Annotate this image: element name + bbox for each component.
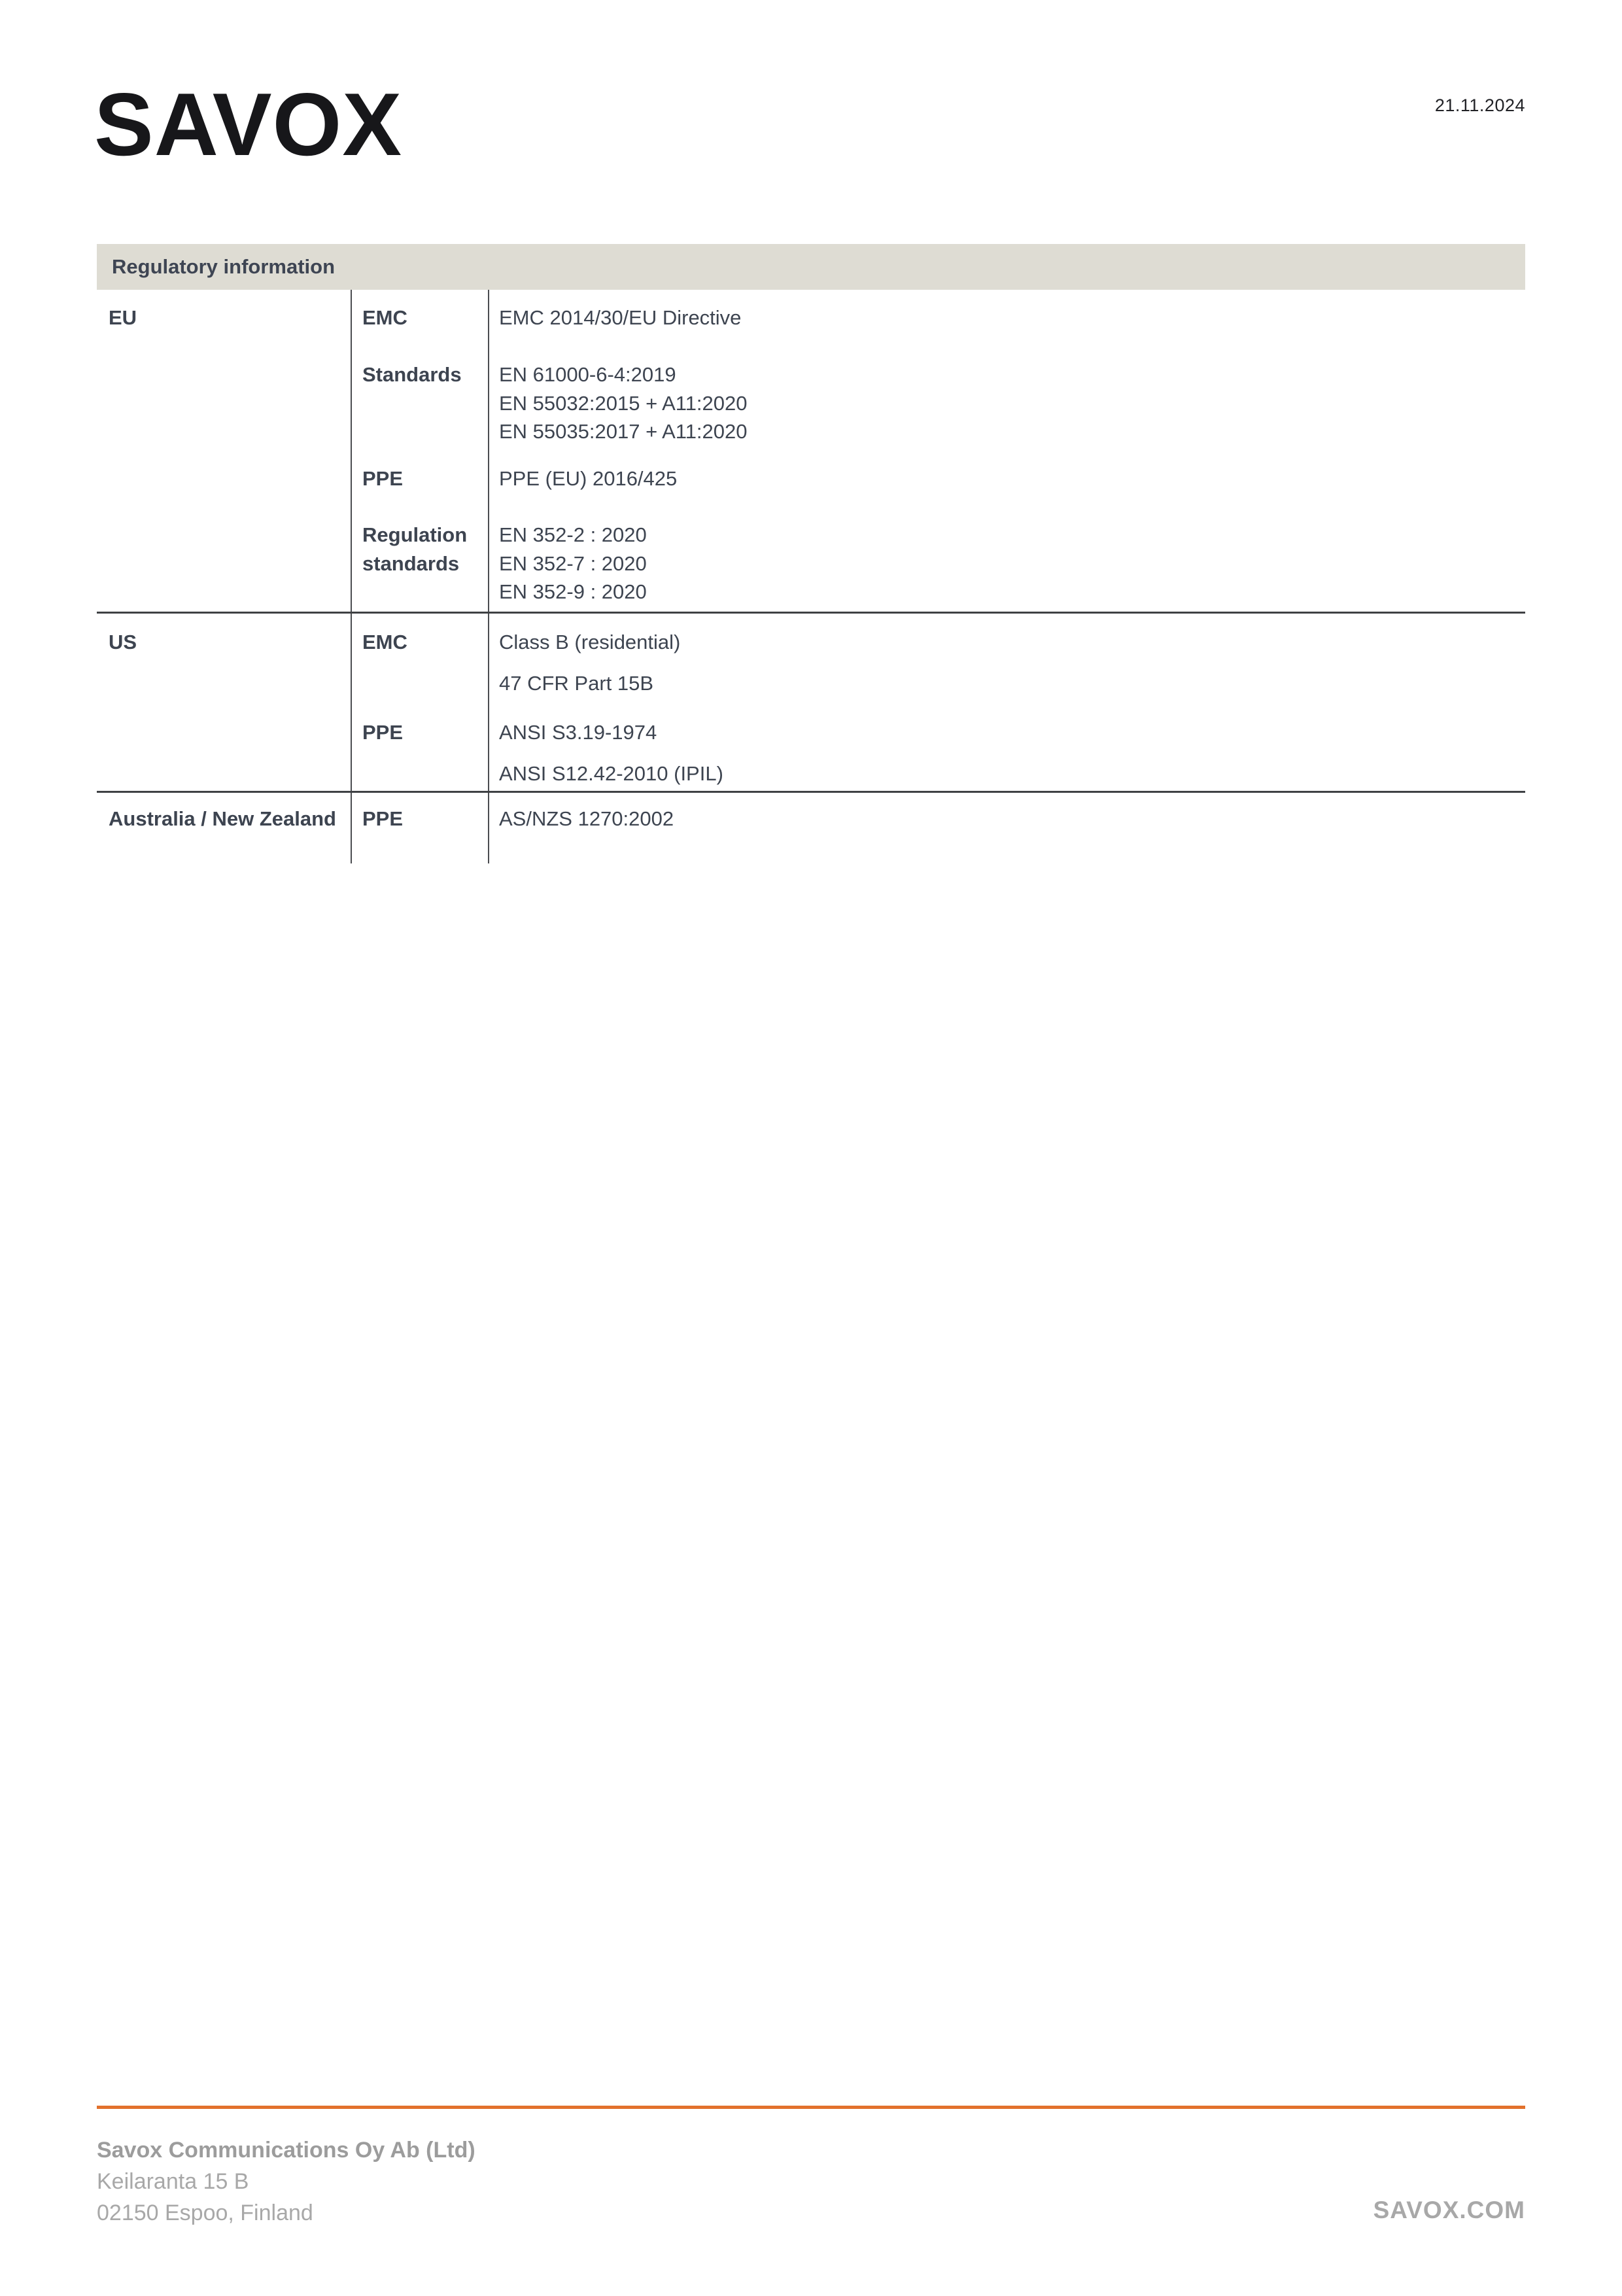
footer-website: SAVOX.COM bbox=[1373, 2197, 1525, 2223]
regulation-value: EN 55035:2017 + A11:2020 bbox=[499, 420, 748, 443]
column-divider-1 bbox=[351, 290, 352, 863]
region-label: Australia / New Zealand bbox=[109, 807, 336, 830]
category-label: Regulation standards bbox=[362, 523, 468, 575]
regulation-value: EN 352-2 : 2020 bbox=[499, 523, 647, 546]
footer-company-name: Savox Communications Oy Ab (Ltd) bbox=[97, 2138, 475, 2163]
category-label: PPE bbox=[362, 721, 404, 744]
regulation-value: EN 352-9 : 2020 bbox=[499, 580, 647, 603]
regulation-value: 47 CFR Part 15B bbox=[499, 672, 654, 695]
footer-address-line1: Keilaranta 15 B bbox=[97, 2169, 249, 2194]
regulation-value: EN 61000-6-4:2019 bbox=[499, 363, 676, 386]
document-date: 21.11.2024 bbox=[1434, 96, 1525, 115]
footer-address-block bbox=[97, 2134, 475, 2229]
row-divider-1 bbox=[97, 612, 1525, 614]
regulation-value: EN 55032:2015 + A11:2020 bbox=[499, 392, 748, 415]
row-divider-2 bbox=[97, 791, 1525, 793]
table-header-bar bbox=[97, 244, 1525, 290]
savox-logo: SAVOX bbox=[94, 75, 403, 174]
table-title: Regulatory information bbox=[112, 255, 336, 278]
regulation-value: EN 352-7 : 2020 bbox=[499, 552, 647, 575]
region-label: EU bbox=[109, 306, 137, 329]
regulation-value: EMC 2014/30/EU Directive bbox=[499, 306, 742, 329]
regulation-value: Class B (residential) bbox=[499, 631, 681, 653]
category-label: PPE bbox=[362, 807, 404, 830]
category-label: EMC bbox=[362, 306, 407, 329]
regulation-value: PPE (EU) 2016/425 bbox=[499, 467, 678, 490]
region-label: US bbox=[109, 631, 137, 653]
footer-address-line2: 02150 Espoo, Finland bbox=[97, 2200, 313, 2225]
column-divider-2 bbox=[488, 290, 489, 863]
regulation-value: ANSI S12.42-2010 (IPIL) bbox=[499, 762, 723, 785]
category-label: PPE bbox=[362, 467, 404, 490]
regulatory-table bbox=[97, 244, 1525, 872]
footer-accent-rule bbox=[97, 2106, 1525, 2109]
category-label: EMC bbox=[362, 631, 407, 653]
regulation-value: AS/NZS 1270:2002 bbox=[499, 807, 674, 830]
regulation-value: ANSI S3.19-1974 bbox=[499, 721, 657, 744]
category-label: Standards bbox=[362, 363, 462, 386]
